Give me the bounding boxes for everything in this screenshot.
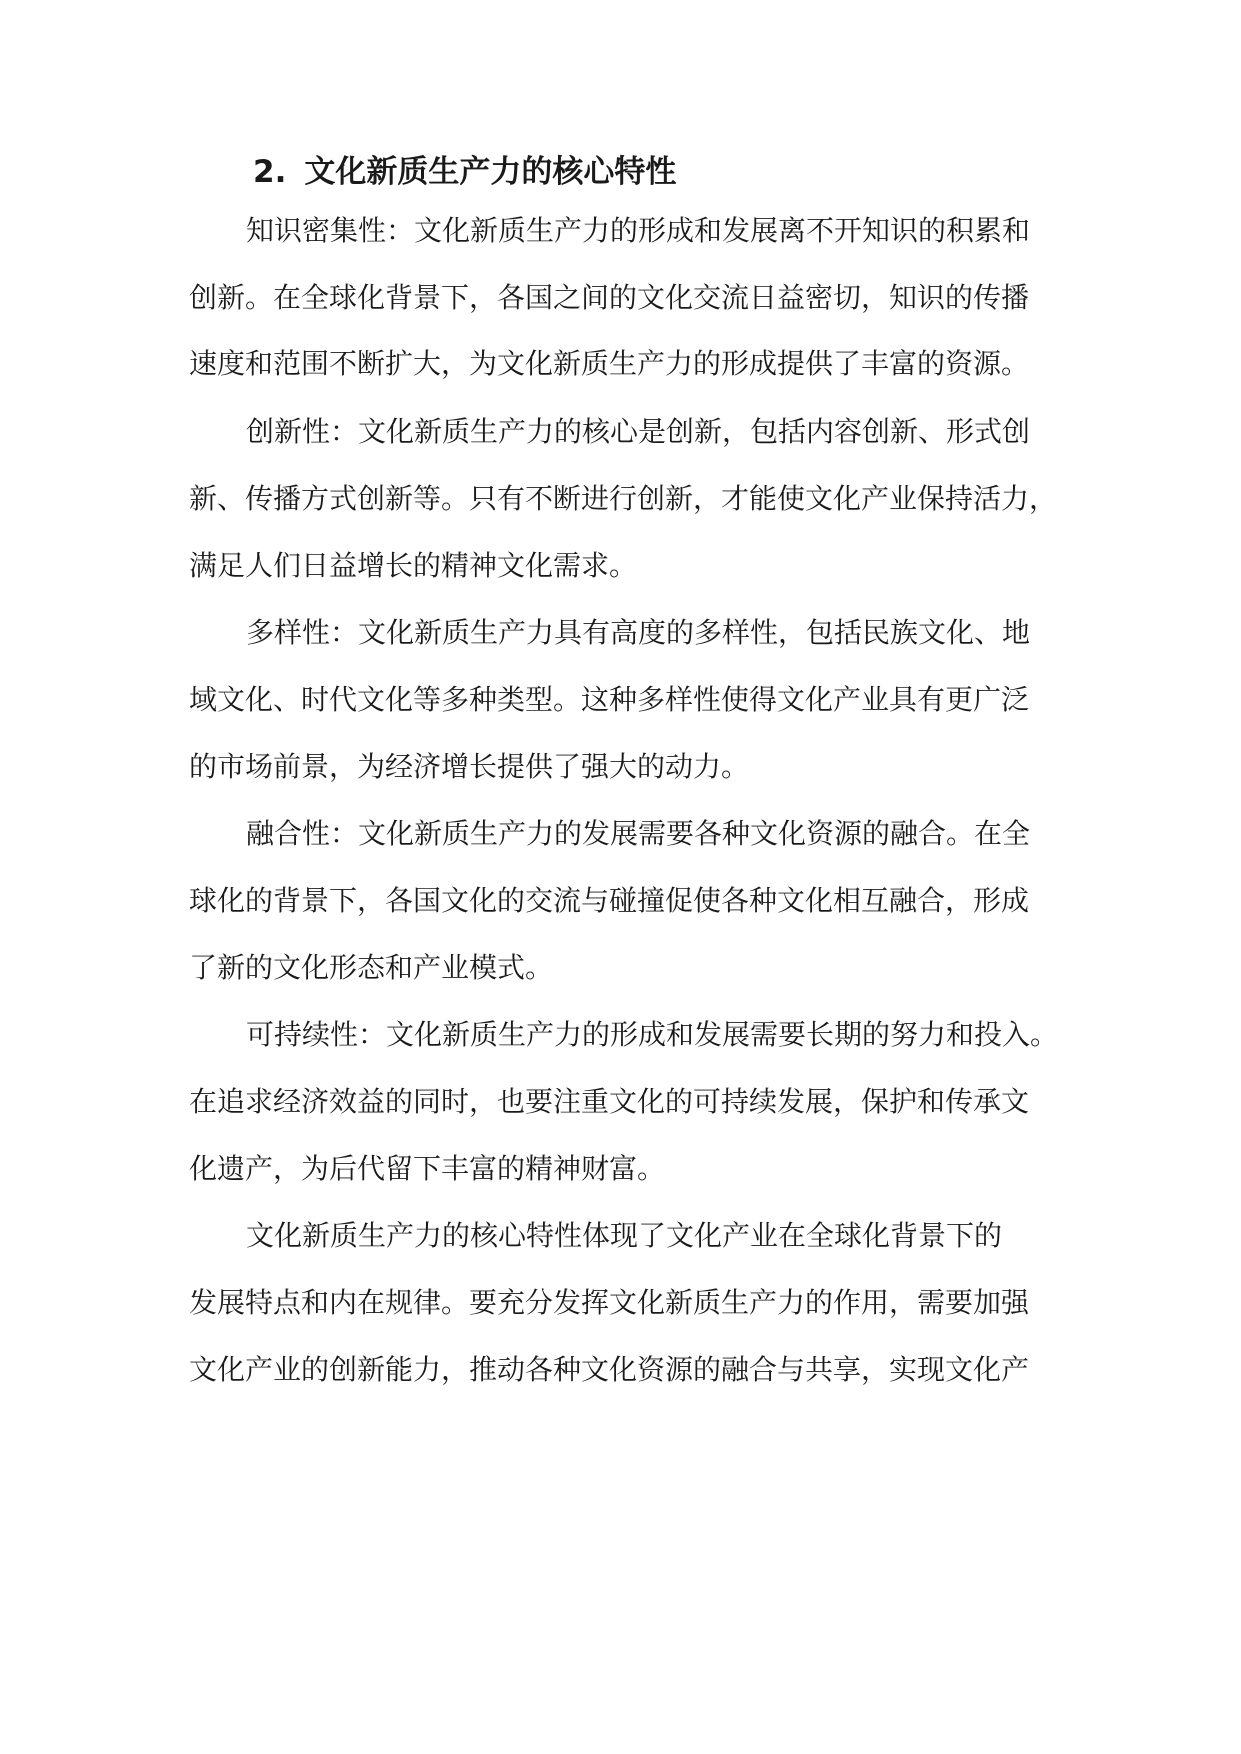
paragraph-line: 发展特点和内在规律。要充分发挥文化新质生产力的作用，需要加强 [189,1286,1030,1319]
paragraph-line: 新、传播方式创新等。只有不断进行创新，才能使文化产业保持活力， [189,482,1058,515]
paragraph-line: 融合性：文化新质生产力的发展需要各种文化资源的融合。在全 [246,817,1031,850]
paragraph-line: 的市场前景，为经济增长提供了强大的动力。 [189,750,750,783]
paragraph-line: 文化新质生产力的核心特性体现了文化产业在全球化背景下的 [246,1219,1003,1252]
paragraph-line: 在追求经济效益的同时，也要注重文化的可持续发展，保护和传承文 [189,1085,1030,1118]
section-heading [253,152,676,192]
paragraph-line: 化遗产，为后代留下丰富的精神财富。 [189,1152,666,1185]
paragraph-line: 创新性：文化新质生产力的核心是创新，包括内容创新、形式创 [246,415,1031,448]
paragraph-line: 了新的文化形态和产业模式。 [189,951,554,984]
paragraph-line: 知识密集性：文化新质生产力的形成和发展离不开知识的积累和 [246,214,1031,247]
section-title: 文化新质生产力的核心特性 [304,154,677,190]
paragraph-line: 球化的背景下，各国文化的交流与碰撞促使各种文化相互融合，形成 [189,884,1030,917]
paragraph-line: 多样性：文化新质生产力具有高度的多样性，包括民族文化、地 [246,616,1031,649]
paragraph-line: 文化产业的创新能力，推动各种文化资源的融合与共享，实现文化产 [189,1353,1030,1386]
paragraph-line: 创新。在全球化背景下，各国之间的文化交流日益密切，知识的传播 [189,281,1030,314]
paragraph-line: 域文化、时代文化等多种类型。这种多样性使得文化产业具有更广泛 [189,683,1030,716]
paragraph-line: 速度和范围不断扩大，为文化新质生产力的形成提供了丰富的资源。 [189,347,1030,380]
section-number: 2. [253,154,287,190]
paragraph-line: 满足人们日益增长的精神文化需求。 [189,549,638,582]
paragraph-line: 可持续性：文化新质生产力的形成和发展需要长期的努力和投入。 [246,1018,1059,1051]
